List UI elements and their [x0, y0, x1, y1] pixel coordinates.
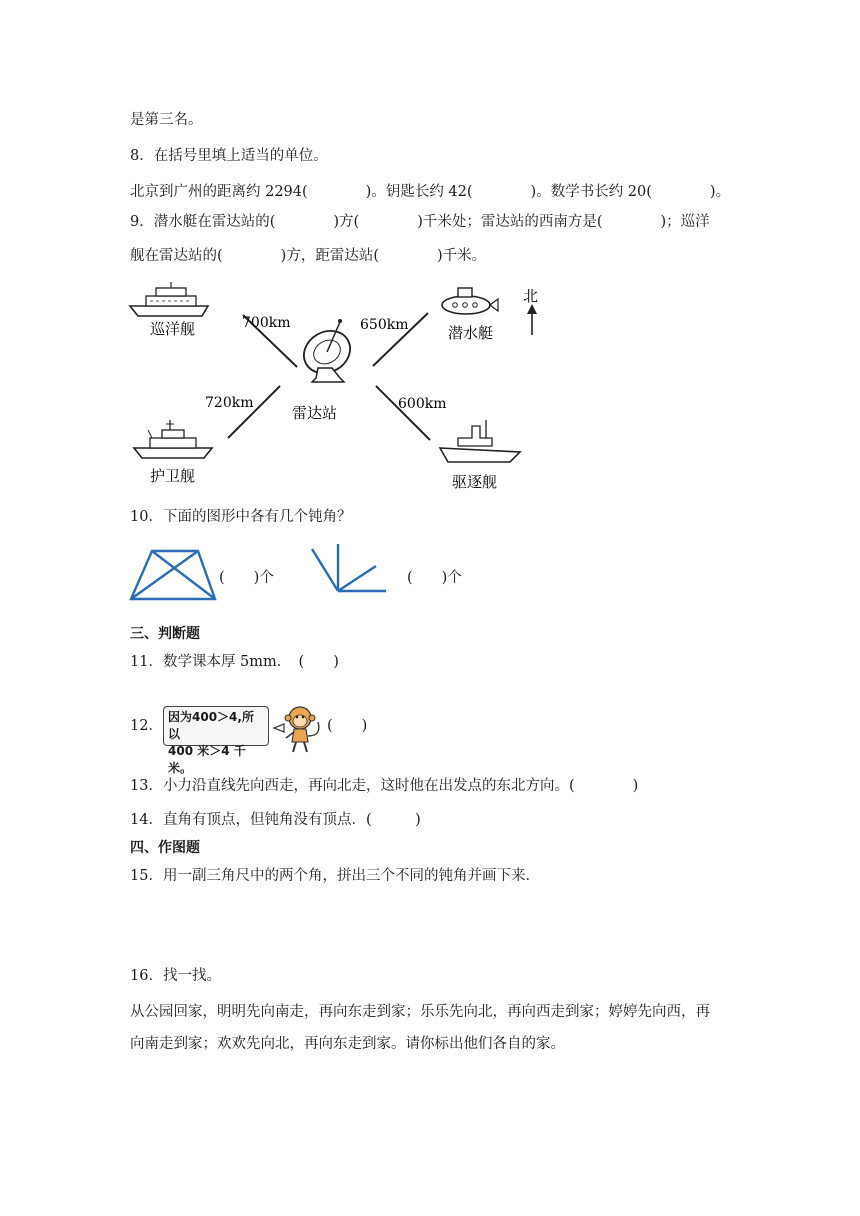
q10-answer-1: ( )个: [219, 570, 274, 586]
cruiser-label: 巡洋舰: [150, 320, 196, 338]
destroyer-label: 驱逐舰: [452, 473, 498, 491]
distance-submarine: 650km: [360, 317, 409, 333]
q7-tail: 是第三名。: [130, 112, 203, 128]
section-4-heading: 四、作图题: [130, 840, 200, 856]
q12-answer: ( ): [327, 718, 368, 734]
q15: 15．用一副三角尺中的两个角，拼出三个不同的钝角并画下来．: [130, 868, 540, 884]
distance-cruiser: 700km: [242, 315, 291, 331]
bubble-line-1: 因为400＞4,所以: [168, 710, 254, 741]
q11: 11．数学课本厚 5mm． ( ): [130, 654, 339, 670]
radar-station-label: 雷达站: [292, 404, 338, 422]
trapezoid-shape: [131, 551, 215, 599]
frigate-label: 护卫舰: [150, 467, 196, 485]
bubble-line-2: 400 米＞4 千米。: [168, 744, 246, 775]
q14: 14．直角有顶点，但钝角没有顶点．( ): [130, 812, 421, 828]
q10-answer-2: ( )个: [407, 570, 462, 586]
q16-line2: 向南走到家；欢欢先向北，再向东走到家。请你标出他们各自的家。: [130, 1036, 565, 1052]
q8-title: 8．在括号里填上适当的单位。: [130, 148, 328, 164]
q8-line: 北京到广州的距离约 2294( )。钥匙长约 42( )。数学书长约 20( )。: [130, 184, 731, 200]
q9-line1: 9．潜水艇在雷达站的( )方( )千米处；雷达站的西南方是( )；巡洋: [130, 214, 710, 230]
q16-line1: 从公园回家，明明先向南走，再向东走到家；乐乐先向北，再向西走到家；婷婷先向西，再: [130, 1004, 710, 1020]
distance-destroyer: 600km: [398, 396, 447, 412]
submarine-label: 潜水艇: [448, 324, 494, 342]
distance-frigate: 720km: [205, 395, 254, 411]
monkey-icon: [270, 702, 326, 754]
north-label: 北: [523, 287, 539, 305]
section-3-heading: 三、判断题: [130, 626, 200, 642]
q12-speech-bubble: [163, 706, 269, 775]
q12-number: 12．: [130, 718, 163, 734]
q10-title: 10．下面的图形中各有几个钝角？: [130, 509, 352, 525]
q13: 13．小力沿直线先向西走，再向北走，这时他在出发点的东北方向。( ): [130, 778, 639, 794]
q9-line2: 舰在雷达站的( )方，距雷达站( )千米。: [130, 248, 487, 264]
rays-shape: [312, 544, 386, 591]
q16-title: 16．找一找。: [130, 968, 221, 984]
